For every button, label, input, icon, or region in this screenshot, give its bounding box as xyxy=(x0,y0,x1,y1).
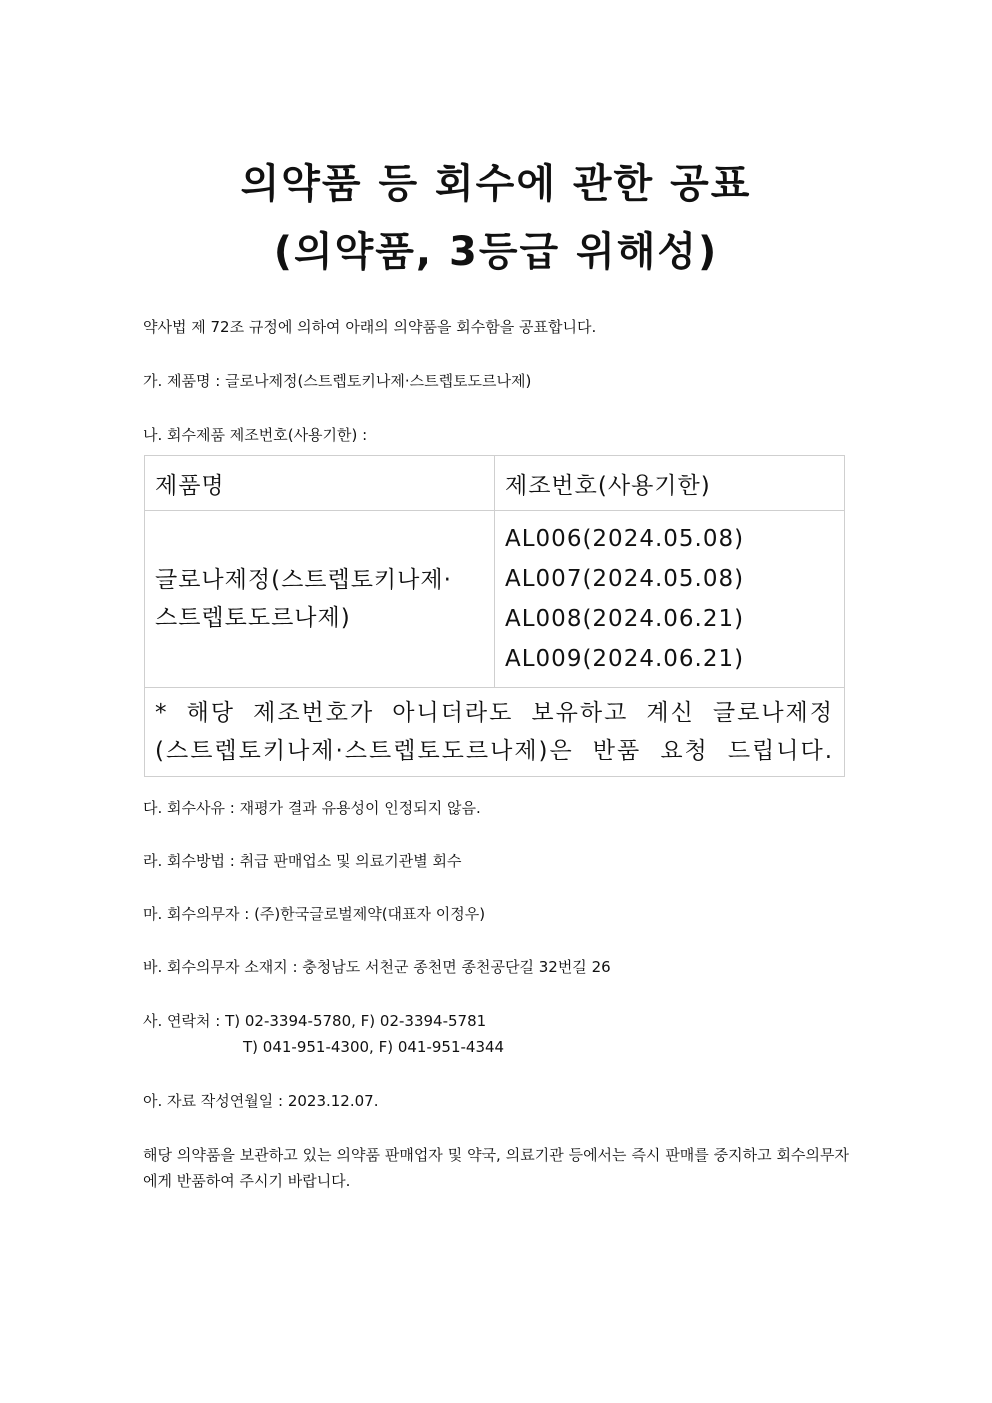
item-product-name: 가. 제품명 : 글로나제정(스트렙토키나제·스트렙토도르나제) xyxy=(143,372,532,390)
item-contact-line2: T) 041-951-4300, F) 041-951-4344 xyxy=(243,1038,505,1056)
lot-number: AL009(2024.06.21) xyxy=(505,646,745,672)
document-title-line1: 의약품 등 회수에 관한 공표 xyxy=(240,161,752,207)
document-title-line2: (의약품, 3등급 위해성) xyxy=(273,229,719,275)
item-obligor-address: 바. 회수의무자 소재지 : 충청남도 서천군 종천면 종천공단길 32번길 26 xyxy=(143,958,611,976)
note-line-1: * 해당 제조번호가 아니더라도 보유하고 계신 글로나제정 xyxy=(155,700,834,726)
header-product: 제품명 xyxy=(145,456,495,511)
lot-number: AL006(2024.05.08) xyxy=(505,526,745,552)
item-contact-line1: 사. 연락처 : T) 02-3394-5780, F) 02-3394-5781 xyxy=(143,1012,487,1030)
header-lot: 제조번호(사용기한) xyxy=(495,456,845,511)
table-header-row xyxy=(145,456,845,511)
closing-text: 해당 의약품을 보관하고 있는 의약품 판매업자 및 약국, 의료기관 등에서는 즉시 판매를 중지하고 회수의무자에게 반품하여 주시기 바랍니다. xyxy=(143,1146,849,1190)
cell-lots xyxy=(495,511,845,688)
item-recall-obligor: 마. 회수의무자 : (주)한국글로벌제약(대표자 이정우) xyxy=(143,905,486,923)
table-note-row xyxy=(145,688,845,777)
product-line-1: 글로나제정(스트렙토키나제· xyxy=(155,567,452,593)
intro-text: 약사법 제 72조 규정에 의하여 아래의 의약품을 회수함을 공표합니다. xyxy=(143,318,597,336)
cell-note xyxy=(145,688,845,777)
product-line-2: 스트렙토도르나제) xyxy=(155,605,351,631)
table-row xyxy=(145,511,845,688)
item-recall-reason: 다. 회수사유 : 재평가 결과 유용성이 인정되지 않음. xyxy=(143,799,481,817)
item-lot-numbers-label: 나. 회수제품 제조번호(사용기한) : xyxy=(143,426,368,444)
recall-table xyxy=(144,455,845,777)
cell-product xyxy=(145,511,495,688)
lot-number: AL008(2024.06.21) xyxy=(505,606,745,632)
item-recall-method: 라. 회수방법 : 취급 판매업소 및 의료기관별 회수 xyxy=(143,852,462,870)
note-line-2: (스트렙토키나제·스트렙토도르나제)은 반품 요청 드립니다. xyxy=(155,738,834,764)
lot-number: AL007(2024.05.08) xyxy=(505,566,745,592)
item-date-prepared: 아. 자료 작성연월일 : 2023.12.07. xyxy=(143,1092,379,1110)
